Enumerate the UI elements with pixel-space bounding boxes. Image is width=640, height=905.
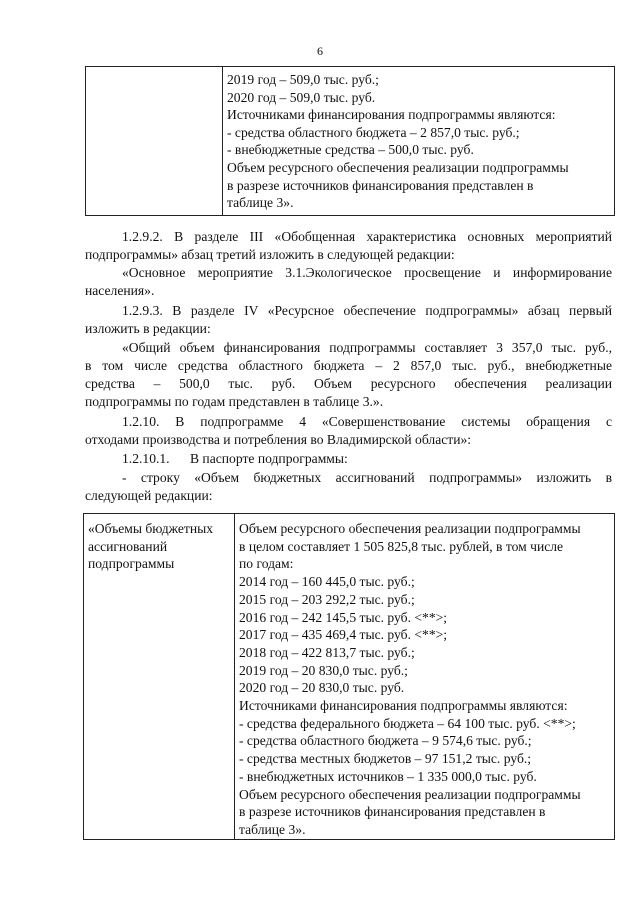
instruction-line-1: - строку «Объем бюджетных ассигнований подпрограммы» изложить в (122, 470, 612, 485)
table2-line: в целом составляет 1 505 825,8 тыс. рублей, в том числе (239, 538, 564, 554)
paragraph-1-2-9-3-line-2: изложить в редакции: (85, 321, 211, 336)
table1-line: таблице 3». (227, 195, 294, 211)
table1-left-cell (86, 67, 223, 216)
table2-line: по годам: (239, 556, 294, 572)
table2-line: Объем ресурсного обеспечения реализации подпрограммы (239, 521, 581, 536)
table1-line: Объем ресурсного обеспечения реализации подпрограммы (227, 159, 569, 175)
table1-right-cell (223, 67, 615, 216)
table1-line: - внебюджетные средства – 500,0 тыс. руб. (227, 142, 474, 158)
table2-line: 2016 год – 242 145,5 тыс. руб. <**>; (239, 609, 448, 625)
table1-line: в разрезе источников финансирования представлен в (227, 177, 534, 193)
table2-left-line: подпрограммы (88, 556, 175, 572)
paragraph-1-2-10-line-1: 1.2.10. В подпрограмме 4 «Совершенствование системы обращения с (122, 414, 612, 429)
table2-line: 2015 год – 203 292,2 тыс. руб.; (239, 591, 415, 607)
table2-line: 2014 год – 160 445,0 тыс. руб.; (239, 574, 415, 590)
table2-line: - внебюджетных источников – 1 335 000,0 тыс. руб. (239, 768, 537, 784)
table1-line: - средства областного бюджета – 2 857,0 тыс. руб.; (227, 124, 520, 140)
table2-line: 2019 год – 20 830,0 тыс. руб.; (239, 662, 408, 678)
table1-line: 2020 год – 509,0 тыс. руб. (227, 89, 376, 105)
paragraph-1-2-10-1: 1.2.10.1. В паспорте подпрограммы: (122, 451, 348, 466)
table2-line: - средства федерального бюджета – 64 100 тыс. руб. <**>; (239, 715, 576, 731)
paragraph-1-2-10-line-2: отходами производства и потребления во Владимирской области»: (85, 432, 472, 447)
table2-left-line: «Объемы бюджетных (88, 521, 214, 536)
quote-main-measure-line-2: населения». (85, 283, 155, 298)
paragraph-1-2-9-3-line-1: 1.2.9.3. В разделе IV «Ресурсное обеспечение подпрограммы» абзац первый (122, 303, 612, 318)
table2-left-line: ассигнований (88, 538, 168, 554)
quote-total-volume-line-3: средства – 500,0 тыс. руб. Объем ресурсного обеспечения реализации (85, 376, 612, 391)
quote-total-volume-line-4: подпрограммы по годам представлен в таблице 3.». (85, 394, 384, 409)
table1-line: Источниками финансирования подпрограммы являются: (227, 107, 556, 123)
table2-line: Объем ресурсного обеспечения реализации подпрограммы (239, 786, 581, 802)
table2-line: 2017 год – 435 469,4 тыс. руб. <**>; (239, 627, 448, 643)
table2-left-cell (84, 514, 235, 840)
table2-line: Источниками финансирования подпрограммы являются: (239, 698, 568, 714)
table2-line: в разрезе источников финансирования представлен в (239, 804, 546, 820)
quote-total-volume-line-2: в том числе средства областного бюджета – 2 857,0 тыс. руб., внебюджетные (85, 358, 612, 373)
table2-line: 2020 год – 20 830,0 тыс. руб. (239, 680, 405, 696)
table2-right-cell (235, 514, 615, 840)
table1-line: 2019 год – 509,0 тыс. руб.; (227, 72, 379, 87)
budget-allocation-table (83, 513, 615, 840)
page-number: 6 (317, 44, 323, 58)
table2-line: - средства областного бюджета – 9 574,6 тыс. руб.; (239, 733, 532, 749)
paragraph-1-2-9-2-line-2: подпрограммы» абзац третий изложить в следующей редакции: (85, 247, 455, 262)
table2-line: 2018 год – 422 813,7 тыс. руб.; (239, 644, 415, 660)
paragraph-1-2-9-2-line-1: 1.2.9.2. В разделе III «Обобщенная характеристика основных мероприятий (122, 229, 612, 244)
passport-table-continuation (85, 66, 615, 216)
table2-line: таблице 3». (239, 821, 306, 837)
quote-main-measure-line-1: «Основное мероприятие 3.1.Экологическое просвещение и информирование (122, 265, 612, 280)
quote-total-volume-line-1: «Общий объем финансирования подпрограммы составляет 3 357,0 тыс. руб., (122, 340, 612, 355)
instruction-line-2: следующей редакции: (85, 488, 213, 503)
table2-line: - средства местных бюджетов – 97 151,2 тыс. руб.; (239, 751, 532, 767)
